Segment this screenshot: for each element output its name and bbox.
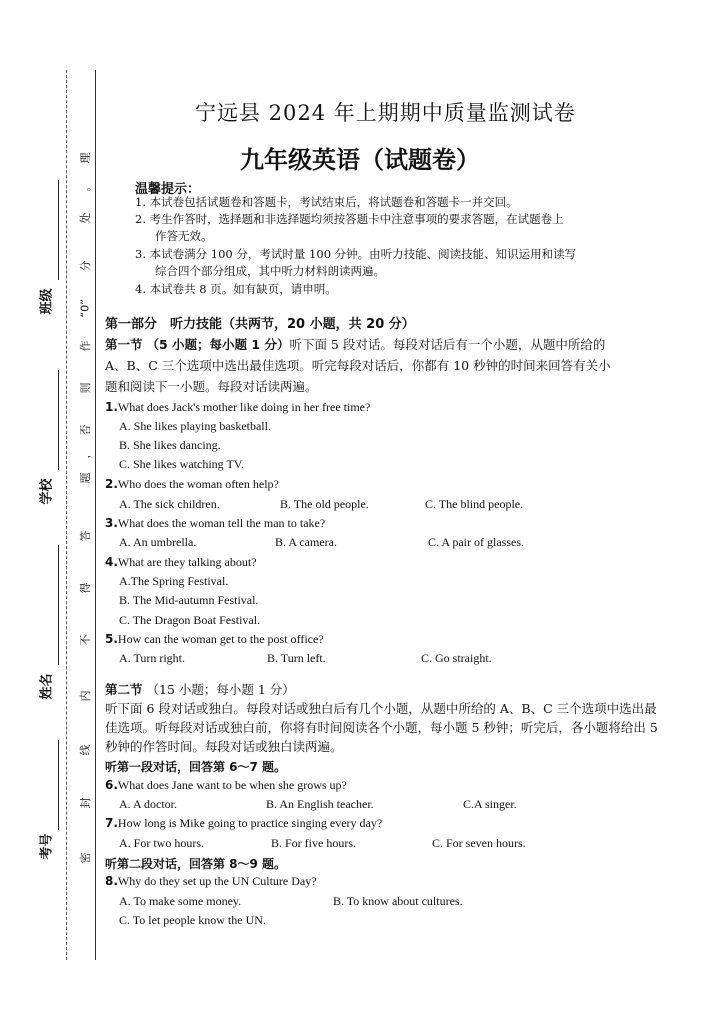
question-number: 1. xyxy=(105,400,118,414)
option[interactable]: C. For seven hours. xyxy=(432,836,526,850)
tip-continuation: 作答无效。 xyxy=(155,229,213,243)
name-label: 姓名 xyxy=(39,673,55,700)
question xyxy=(105,874,317,889)
question-text: Why do they set up the UN Culture Day? xyxy=(117,874,317,888)
question xyxy=(105,632,324,647)
school-label: 学校 xyxy=(39,478,55,505)
question-number: 3. xyxy=(105,516,118,530)
option[interactable]: C. She likes watching TV. xyxy=(119,457,244,471)
question-number: 8. xyxy=(105,874,118,888)
binding-warning-char: 封 xyxy=(79,797,92,809)
binding-warning-char: 答 xyxy=(79,530,92,542)
tip-number: 2. xyxy=(135,212,146,226)
tip-continuation: 综合四个部分组成，其中听力材料朗读两遍。 xyxy=(155,264,385,278)
binding-warning-char: 题 xyxy=(79,472,92,484)
option[interactable]: B. Turn left. xyxy=(267,651,326,665)
option[interactable]: A.The Spring Festival. xyxy=(119,574,229,588)
section1-label: 第一节 xyxy=(105,337,143,352)
question-number: 6. xyxy=(105,778,118,792)
option[interactable]: B. She likes dancing. xyxy=(119,438,221,452)
binding-warning-char: “0” xyxy=(78,299,92,318)
question-text: What does the woman tell the man to take? xyxy=(117,516,326,530)
tip-text: 本试卷共 8 页。如有缺页，请申明。 xyxy=(149,282,337,296)
tip-item xyxy=(135,211,564,245)
section1-instructions: 听下面 5 段对话。每段对话后有一个小题，从题中所给的 xyxy=(289,337,606,352)
option[interactable]: A. To make some money. xyxy=(119,894,242,908)
exam-title: 宁远县 2024 年上期期中质量监测试卷 xyxy=(195,101,576,125)
option[interactable]: A. An umbrella. xyxy=(119,535,197,549)
option[interactable]: A. The sick children. xyxy=(119,497,220,511)
exam-no-label: 考号 xyxy=(39,833,55,860)
question-number: 5. xyxy=(105,632,118,646)
binding-border-line xyxy=(95,70,96,960)
binding-warning-char: 不 xyxy=(79,634,92,646)
binding-warning-char: 作 xyxy=(79,340,92,352)
tips-heading: 温馨提示： xyxy=(135,182,201,197)
section2-note: （15 小题；每小题 1 分） xyxy=(146,682,295,697)
exam-subtitle: 九年级英语（试题卷） xyxy=(240,146,480,174)
question-text: What does Jane want to be when she grows up? xyxy=(117,778,347,792)
name-fill-line[interactable] xyxy=(58,545,59,665)
question-text: How can the woman get to the post office? xyxy=(117,632,324,646)
question xyxy=(105,816,382,831)
binding-warning-char: 内 xyxy=(79,690,92,702)
question-text: Who does the woman often help? xyxy=(117,477,279,491)
option[interactable]: A. Turn right. xyxy=(119,651,186,665)
tip-item xyxy=(135,281,337,298)
question-number: 7. xyxy=(105,816,118,830)
option[interactable]: A. She likes playing basketball. xyxy=(119,419,271,433)
section1-note: （5 小题；每小题 1 分） xyxy=(146,337,290,352)
question-text: What are they talking about? xyxy=(117,555,257,569)
section2-instructions: 听下面 6 段对话或独白。每段对话或独白后有几个小题，从题中所给的 A、B、C 三个选项中选出最佳选项。听每段对话或独白前，你将有时间阅读各个小题，每小题 5 秒钟；听完后，各小题将给出 5 秒钟的作答时间。每段对话或独白读两遍。 xyxy=(105,701,658,754)
school-fill-line[interactable] xyxy=(58,370,59,470)
option[interactable]: A. For two hours. xyxy=(119,836,205,850)
tip-text: 本试卷包括试题卷和答题卡，考试结束后，将试题卷和答题卡一并交回。 xyxy=(149,195,518,209)
section2-heading xyxy=(105,680,295,698)
tip-text: 考生作答时，选择题和非选择题均须按答题卡中注意事项的要求答题，在试题卷上 xyxy=(149,212,564,226)
question-text: How long is Mike going to practice singing every day? xyxy=(117,816,383,830)
option[interactable]: B. An English teacher. xyxy=(266,797,374,811)
question xyxy=(105,555,257,570)
section1-line3: 题和阅读下一小题。每段对话读两遍。 xyxy=(105,379,318,394)
binding-warning-char: 否 xyxy=(79,424,92,436)
binding-margin xyxy=(0,0,100,1020)
option[interactable]: C. Go straight. xyxy=(421,651,492,665)
binding-warning-char: 处 xyxy=(79,212,92,224)
tip-text: 本试卷满分 100 分，考试时量 100 分钟。由听力技能、阅读技能、知识运用和读写 xyxy=(149,247,577,261)
binding-warning-char: 。 xyxy=(79,180,92,192)
class-label: 班级 xyxy=(39,288,55,315)
option[interactable]: B. The Mid-autumn Festival. xyxy=(119,593,259,607)
question xyxy=(105,477,279,492)
question xyxy=(105,400,370,415)
option[interactable]: C. A pair of glasses. xyxy=(428,535,524,549)
option[interactable]: B. A camera. xyxy=(275,535,337,549)
option[interactable]: C.A singer. xyxy=(463,797,517,811)
tip-number: 1. xyxy=(135,195,146,209)
tip-item xyxy=(135,246,576,280)
option[interactable]: B. The old people. xyxy=(280,497,369,511)
tip-item xyxy=(135,194,518,211)
dialog2-heading: 听第二段对话，回答第 8～9 题。 xyxy=(105,857,287,871)
class-fill-line[interactable] xyxy=(58,180,59,280)
section1-line2: A、B、C 三个选项中选出最佳选项。听完每段对话后，你都有 10 秒钟的时间来回答有关小 xyxy=(105,358,611,373)
option[interactable]: C. The blind people. xyxy=(425,497,524,511)
question xyxy=(105,516,325,531)
section1-line1 xyxy=(105,335,605,353)
dialog1-heading: 听第一段对话，回答第 6～7 题。 xyxy=(105,760,287,774)
dashed-cut-line xyxy=(66,70,67,960)
question xyxy=(105,778,347,793)
binding-warning-char: 密 xyxy=(79,852,92,864)
binding-warning-char: 线 xyxy=(79,744,92,756)
exam-no-fill-line[interactable] xyxy=(58,740,59,830)
question-text: What does Jack's mother like doing in her free time? xyxy=(117,400,371,414)
binding-warning-char: ， xyxy=(79,447,92,459)
option[interactable]: B. For five hours. xyxy=(271,836,356,850)
option[interactable]: B. To know about cultures. xyxy=(333,894,463,908)
part1-heading: 第一部分 听力技能（共两节，20 小题，共 20 分） xyxy=(105,317,415,332)
question-number: 4. xyxy=(105,555,118,569)
question-number: 2. xyxy=(105,477,118,491)
binding-warning-char: 分 xyxy=(79,260,92,272)
binding-warning-char: 则 xyxy=(79,382,92,394)
option[interactable]: C. To let people know the UN. xyxy=(119,913,266,927)
option[interactable]: C. The Dragon Boat Festival. xyxy=(119,613,261,627)
section2-label: 第二节 xyxy=(105,682,143,697)
tip-number: 4. xyxy=(135,282,146,296)
binding-warning-char: 理 xyxy=(79,152,92,164)
option[interactable]: A. A doctor. xyxy=(119,797,178,811)
binding-warning-char: 得 xyxy=(79,582,92,594)
tip-number: 3. xyxy=(135,247,146,261)
